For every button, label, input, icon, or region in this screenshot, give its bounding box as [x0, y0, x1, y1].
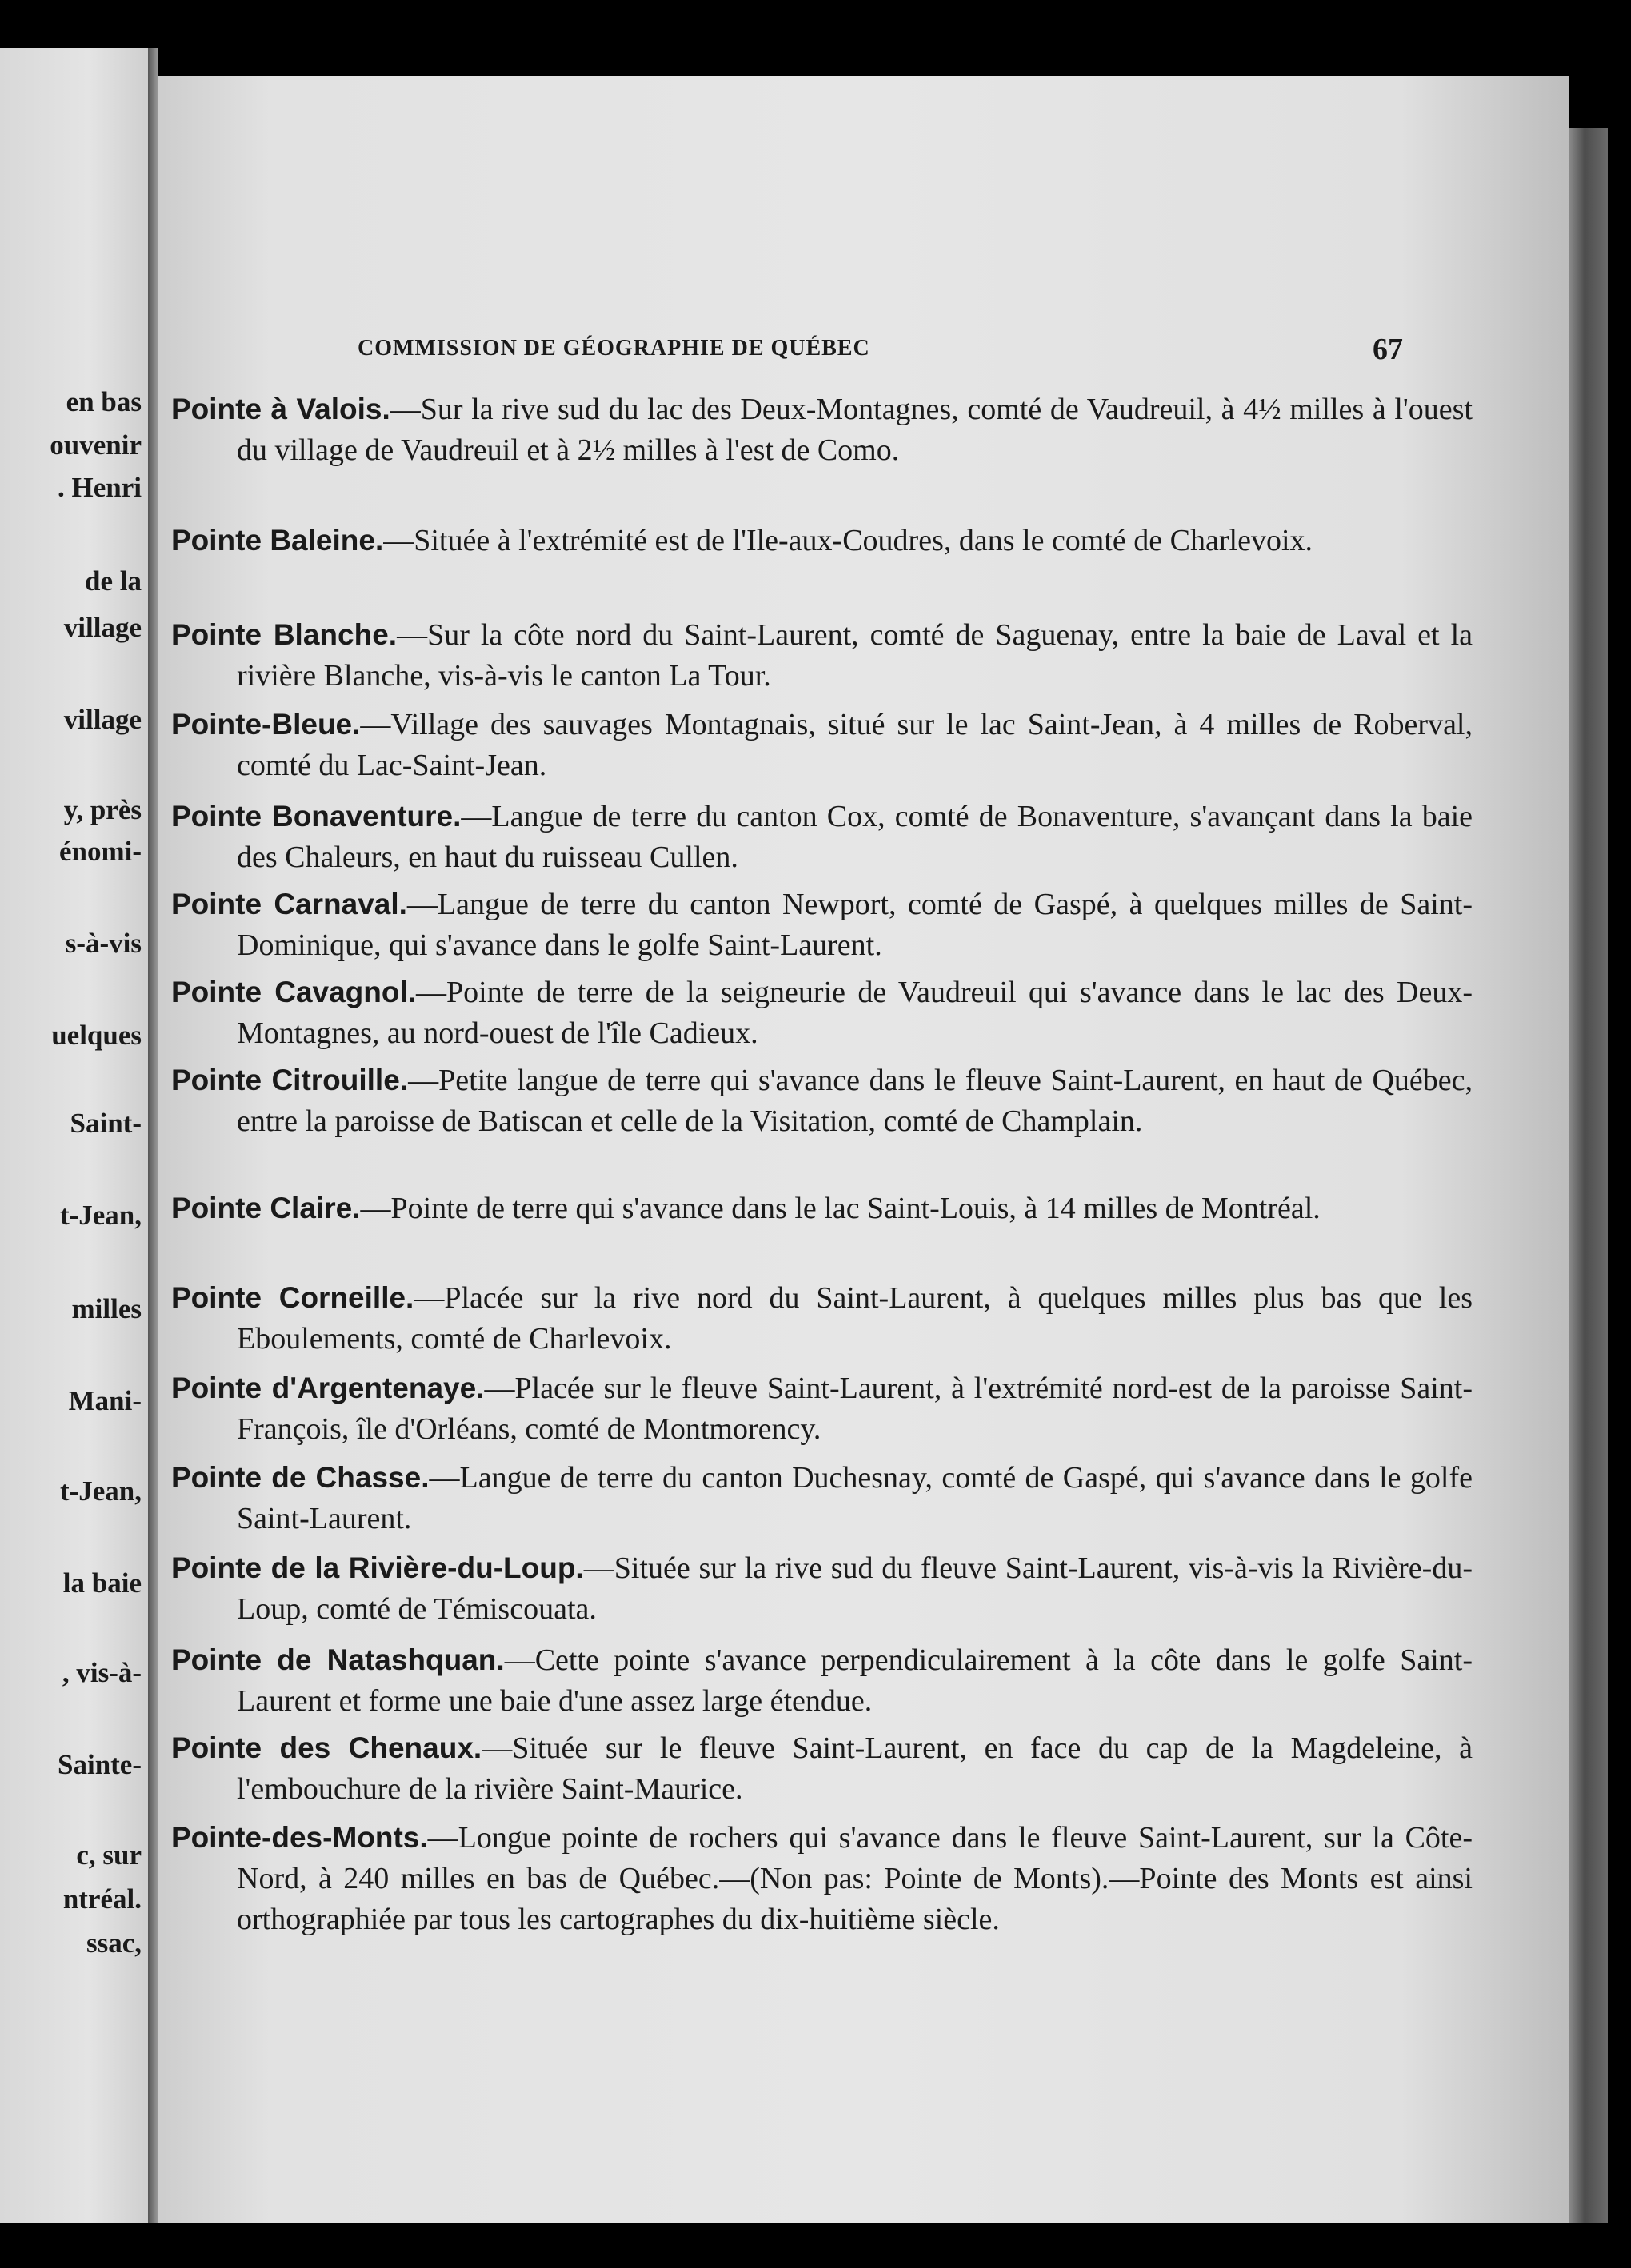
entry-term: Pointe de Natashquan.	[171, 1643, 505, 1676]
entry-definition: —Longue pointe de rochers qui s'avance dans le fleuve Saint-Laurent, sur la Côte-Nord, à 240 milles en bas de Québec.—(Non pas: Pointe de Monts).—Pointe des Monts est ainsi orthographiée par tous les cartographes du dix-huitième siècle.	[237, 1821, 1473, 1936]
entry-term: Pointe Blanche.	[171, 618, 398, 651]
facing-page-text: s-à-vis	[65, 928, 142, 959]
entry-definition: —Langue de terre du canton Duchesnay, comté de Gaspé, qui s'avance dans le golfe Saint-Laurent.	[237, 1461, 1473, 1535]
entry-term: Pointe d'Argentenaye.	[171, 1372, 485, 1404]
gazetteer-entry	[171, 796, 1473, 878]
facing-page-text: . Henri	[58, 472, 142, 503]
entry-term: Pointe des Chenaux.	[171, 1731, 482, 1764]
gazetteer-entry	[171, 1817, 1473, 1940]
entry-term: Pointe Citrouille.	[171, 1064, 409, 1096]
facing-page-text: t-Jean,	[59, 1200, 142, 1231]
book-gutter	[148, 48, 158, 2223]
facing-page-text: Sainte-	[58, 1749, 142, 1780]
running-header: COMMISSION DE GÉOGRAPHIE DE QUÉBEC	[358, 336, 870, 361]
entry-definition: —Située à l'extrémité est de l'Ile-aux-Coudres, dans le comté de Charlevoix.	[383, 524, 1313, 557]
gazetteer-entry	[171, 614, 1473, 697]
gazetteer-entry	[171, 704, 1473, 786]
entry-term: Pointe-des-Monts.	[171, 1821, 428, 1854]
entry-definition: —Village des sauvages Montagnais, situé sur le lac Saint-Jean, à 4 milles de Roberval, comté du Lac-Saint-Jean.	[237, 708, 1473, 782]
gazetteer-entry	[171, 1457, 1473, 1539]
entry-definition: —Petite langue de terre qui s'avance dans le fleuve Saint-Laurent, en haut de Québec, entre la paroisse de Batiscan et celle de la Visitation, comté de Champlain.	[237, 1064, 1473, 1138]
facing-page-text: c, sur	[76, 1839, 142, 1871]
facing-page-text: ouvenir	[50, 429, 142, 461]
entry-definition: —Pointe de terre de la seigneurie de Vaudreuil qui s'avance dans le lac des Deux-Montagnes, au nord-ouest de l'île Cadieux.	[237, 976, 1473, 1050]
facing-page-text: Saint-	[70, 1108, 142, 1139]
gazetteer-entry	[171, 1060, 1473, 1142]
gazetteer-entry	[171, 1727, 1473, 1810]
gazetteer-entry	[171, 1639, 1473, 1722]
gazetteer-entry	[171, 884, 1473, 966]
entry-definition: —Sur la côte nord du Saint-Laurent, comté de Saguenay, entre la baie de Laval et la rivière Blanche, vis-à-vis le canton La Tour.	[237, 618, 1473, 693]
gazetteer-entry	[171, 1277, 1473, 1360]
entry-term: Pointe Carnaval.	[171, 888, 407, 920]
entry-definition: —Pointe de terre qui s'avance dans le lac Saint-Louis, à 14 milles de Montréal.	[360, 1192, 1321, 1225]
facing-page-text: énomi-	[58, 836, 142, 867]
facing-page-text: de la	[85, 565, 142, 597]
facing-page-text: en bas	[66, 386, 142, 417]
entry-term: Pointe Cavagnol.	[171, 976, 417, 1008]
facing-page-text: t-Jean,	[59, 1475, 142, 1507]
entry-definition: —Placée sur la rive nord du Saint-Laurent, à quelques milles plus bas que les Eboulements, comté de Charlevoix.	[237, 1281, 1473, 1356]
entry-term: Pointe Corneille.	[171, 1281, 414, 1314]
facing-page-text: ssac,	[86, 1927, 142, 1959]
entry-term: Pointe à Valois.	[171, 393, 390, 425]
gazetteer-entry	[171, 972, 1473, 1054]
facing-page-text: Mani-	[68, 1385, 142, 1416]
facing-page-text: la baie	[62, 1567, 142, 1599]
facing-page-fragment	[0, 48, 148, 2223]
entry-definition: —Cette pointe s'avance perpendiculairement à la côte dans le golfe Saint-Laurent et forme une baie d'une assez large étendue.	[237, 1643, 1473, 1718]
entry-term: Pointe de Chasse.	[171, 1461, 430, 1494]
gazetteer-entry	[171, 520, 1473, 561]
entry-term: Pointe-Bleue.	[171, 708, 361, 741]
page-number: 67	[1373, 333, 1403, 366]
entry-definition: —Située sur le fleuve Saint-Laurent, en face du cap de la Magdeleine, à l'embouchure de la rivière Saint-Maurice.	[237, 1731, 1473, 1806]
entry-term: Pointe Claire.	[171, 1192, 361, 1224]
entry-definition: —Située sur la rive sud du fleuve Saint-Laurent, vis-à-vis la Rivière-du-Loup, comté de Témiscouata.	[237, 1551, 1473, 1626]
entry-definition: —Sur la rive sud du lac des Deux-Montagnes, comté de Vaudreuil, à 4½ milles à l'ouest du village de Vaudreuil et à 2½ milles à l'est de Como.	[237, 393, 1473, 467]
entry-definition: —Langue de terre du canton Cox, comté de Bonaventure, s'avançant dans la baie des Chaleurs, en haut du ruisseau Cullen.	[237, 800, 1473, 874]
entry-term: Pointe de la Rivière-du-Loup.	[171, 1551, 584, 1584]
gazetteer-entry	[171, 1188, 1473, 1229]
entry-term: Pointe Baleine.	[171, 524, 384, 557]
facing-page-text: village	[63, 704, 142, 735]
facing-page-text: ntréal.	[62, 1883, 142, 1915]
facing-page-text: village	[63, 612, 142, 643]
gazetteer-entry	[171, 1547, 1473, 1630]
gazetteer-entry	[171, 1368, 1473, 1450]
facing-page-text: , vis-à-	[62, 1657, 142, 1688]
gazetteer-entry	[171, 389, 1473, 471]
facing-page-text: uelques	[51, 1020, 142, 1051]
facing-page-text: milles	[71, 1293, 142, 1324]
entry-term: Pointe Bonaventure.	[171, 800, 462, 833]
page-edge	[1569, 128, 1608, 2223]
entry-definition: —Placée sur le fleuve Saint-Laurent, à l'extrémité nord-est de la paroisse Saint-François, île d'Orléans, comté de Montmorency.	[237, 1372, 1473, 1446]
entry-definition: —Langue de terre du canton Newport, comté de Gaspé, à quelques milles de Saint-Dominique, qui s'avance dans le golfe Saint-Laurent.	[237, 888, 1473, 962]
facing-page-text: y, près	[63, 794, 142, 825]
